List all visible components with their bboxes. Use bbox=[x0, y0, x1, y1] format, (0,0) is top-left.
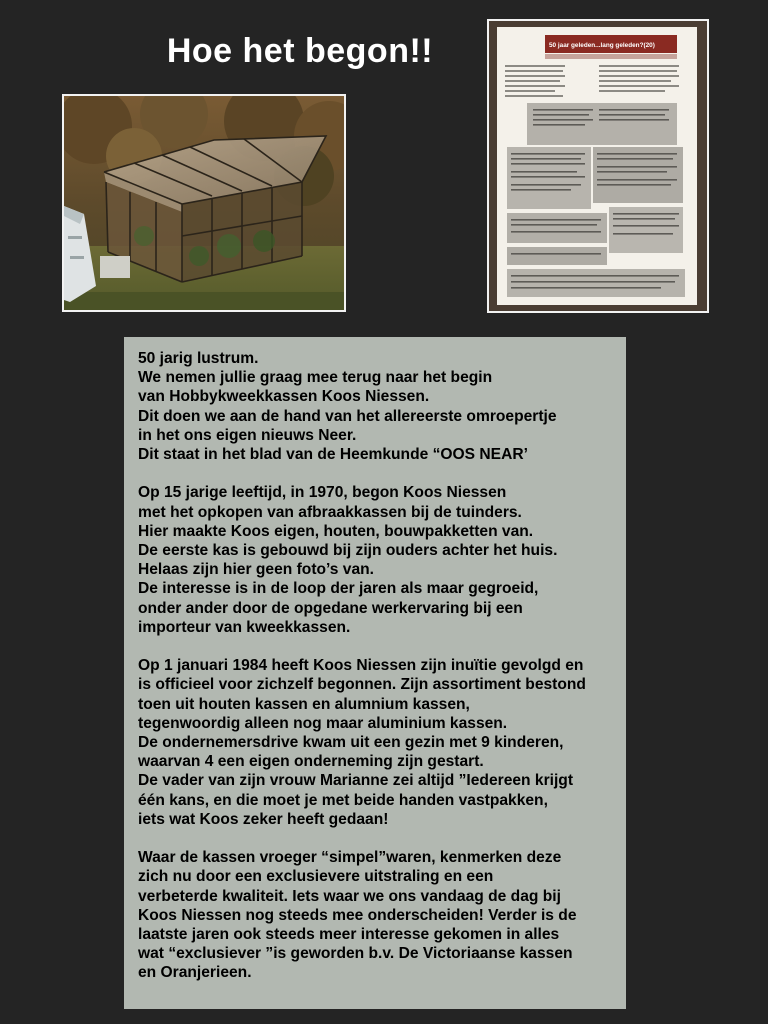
article-paragraph: 50 jarig lustrum. We nemen jullie graag mee terug naar het begin van Hobbykweekkassen Koos Niessen. Dit doen we aan de hand van het allereerste omroepertje in het ons eigen nieuws Neer. Dit staat in het blad van de Heemkunde “OOS NEAR’ bbox=[138, 350, 557, 464]
greenhouse-photo bbox=[62, 94, 346, 312]
clipping-headline: 50 jaar geleden...lang geleden?(20) bbox=[549, 42, 655, 49]
greenhouse-illustration bbox=[64, 96, 344, 310]
article-paragraph: Op 1 januari 1984 heeft Koos Niessen zijn inuïtie gevolgd en is officieel voor zichzelf begonnen. Zijn assortiment bestond toen uit houten kassen en alumnium kassen, tegenwoordig alleen nog maar aluminium kassen. De ondernemersdrive kwam uit een gezin met 9 kinderen, waarvan 4 een eigen onderneming zijn gestart. De vader van zijn vrouw Marianne zei altijd ”Iedereen krijgt één kans, en die moet je met beide handen vastpakken, iets wat Koos zeker heeft gedaan! bbox=[138, 657, 586, 828]
article-paragraph: Waar de kassen vroeger “simpel”waren, kenmerken deze zich nu door een exclusievere uitstraling en een verbeterde kwaliteit. Iets waar we ons vandaag de dag bij Koos Niessen nog steeds mee onderscheiden! Verder is de laatste jaren ook steeds meer interesse gekomen in alles wat “exclusiever ”is geworden b.v. De Victoriaanse kassen en Oranjerieen. bbox=[138, 849, 577, 982]
newspaper-clipping bbox=[487, 19, 709, 313]
page-title: Hoe het begon!! bbox=[166, 32, 434, 70]
article-textbox bbox=[124, 337, 626, 1009]
clipping-illustration bbox=[489, 21, 707, 311]
article-paragraph: Op 15 jarige leeftijd, in 1970, begon Koos Niessen met het opkopen van afbraakkassen bij de tuinders. Hier maakte Koos eigen, houten, bouwpakketten van. De eerste kas is gebouwd bij zijn ouders achter het huis. Helaas zijn hier geen foto’s van. De interesse is in de loop der jaren als maar gegroeid, onder ander door de opgedane werkervaring bij een importeur van kweekkassen. bbox=[138, 484, 558, 636]
